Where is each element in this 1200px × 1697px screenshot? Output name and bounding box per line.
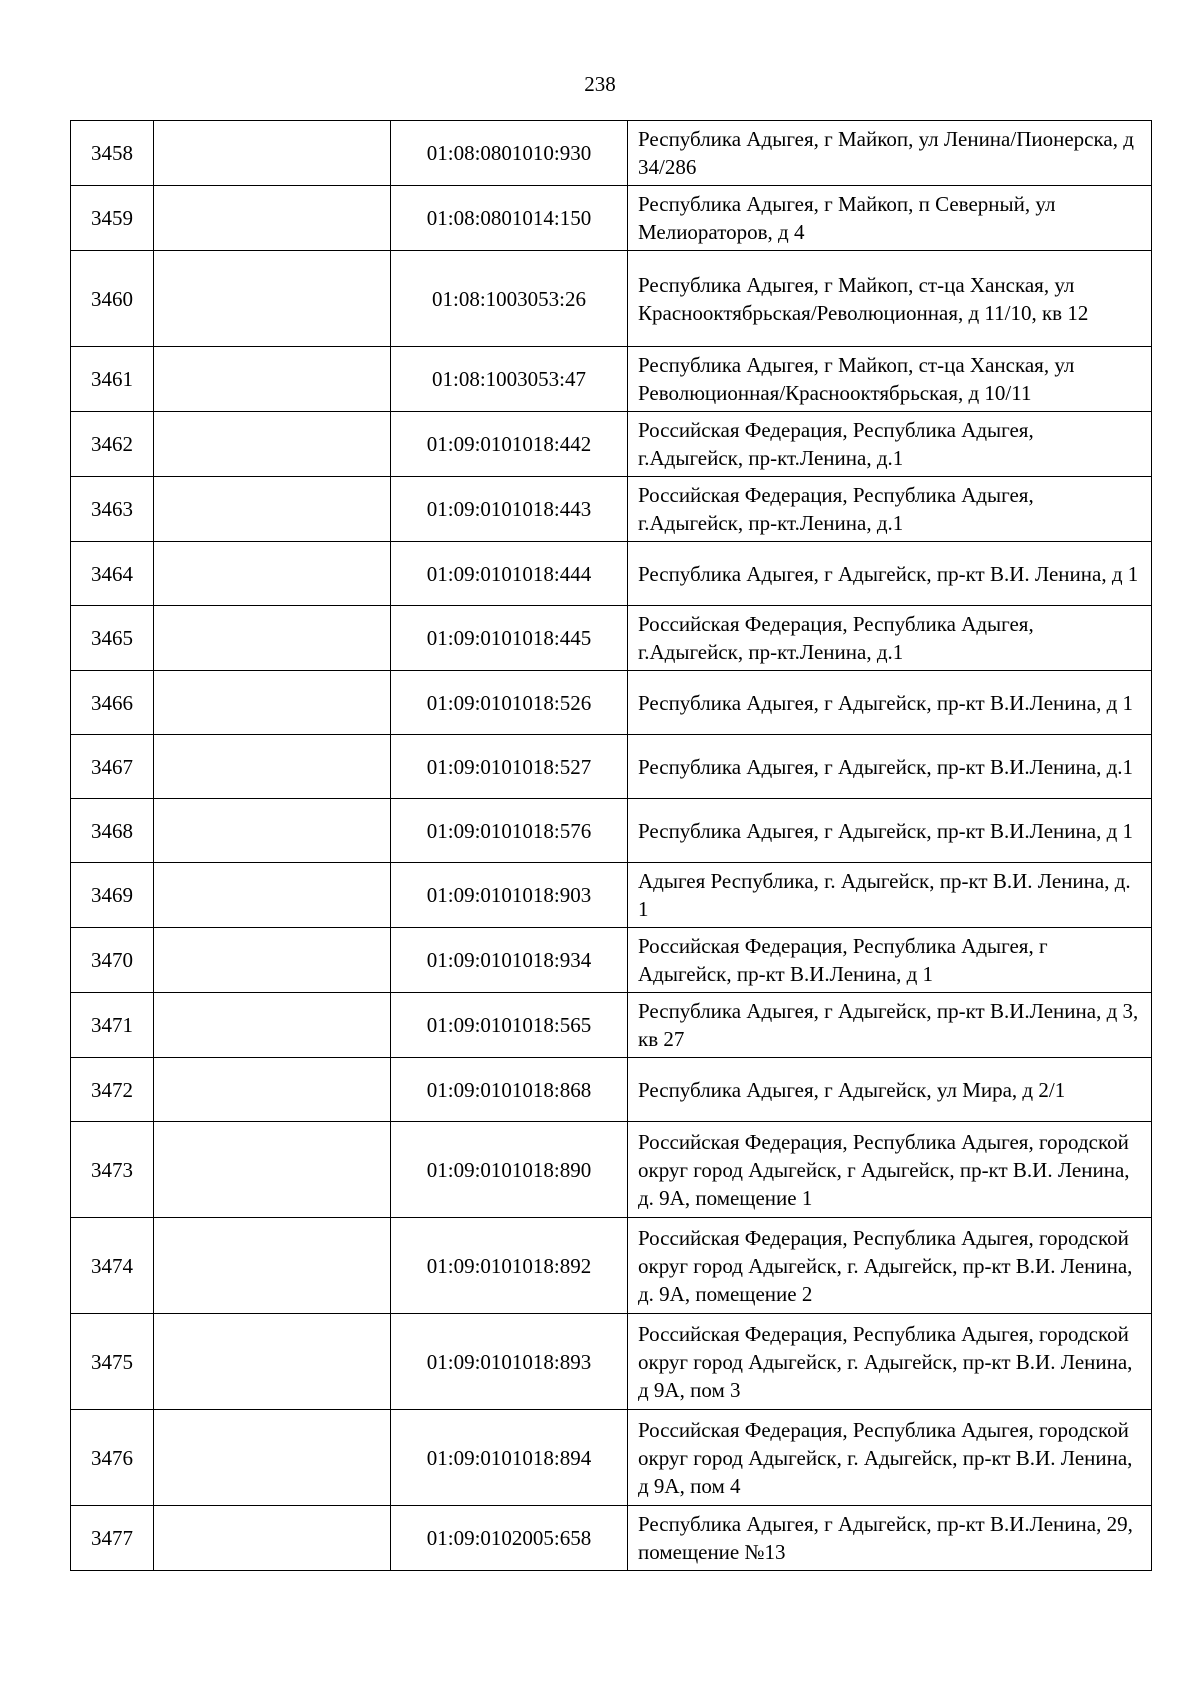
row-number-cell: 3462	[71, 412, 154, 477]
table-row	[71, 347, 1152, 412]
row-number-cell: 3471	[71, 993, 154, 1058]
cadastral-number-cell: 01:08:0801010:930	[391, 121, 628, 186]
table-row	[71, 251, 1152, 347]
empty-cell	[154, 542, 391, 606]
row-number-cell: 3463	[71, 477, 154, 542]
row-number-cell: 3475	[71, 1314, 154, 1410]
table-row	[71, 1058, 1152, 1122]
empty-cell	[154, 735, 391, 799]
row-number-cell: 3476	[71, 1410, 154, 1506]
cadastral-number-cell: 01:09:0101018:894	[391, 1410, 628, 1506]
empty-cell	[154, 1314, 391, 1410]
row-number-cell: 3477	[71, 1506, 154, 1571]
table-row	[71, 1506, 1152, 1571]
cadastral-number-cell: 01:09:0101018:903	[391, 863, 628, 928]
empty-cell	[154, 1122, 391, 1218]
table-row	[71, 863, 1152, 928]
cadastral-number-cell: 01:09:0101018:934	[391, 928, 628, 993]
address-cell: Российская Федерация, Республика Адыгея, городской округ город Адыгейск, г Адыгейск, пр-кт В.И. Ленина, д. 9А, помещение 1	[628, 1122, 1152, 1218]
address-cell: Республика Адыгея, г Адыгейск, пр-кт В.И. Ленина, д 1	[628, 542, 1152, 606]
address-cell: Российская Федерация, Республика Адыгея, г.Адыгейск, пр-кт.Ленина, д.1	[628, 477, 1152, 542]
row-number-cell: 3458	[71, 121, 154, 186]
row-number-cell: 3472	[71, 1058, 154, 1122]
table-row	[71, 671, 1152, 735]
table-row	[71, 928, 1152, 993]
table-row	[71, 993, 1152, 1058]
address-cell: Республика Адыгея, г Адыгейск, пр-кт В.И.Ленина, д 3, кв 27	[628, 993, 1152, 1058]
empty-cell	[154, 863, 391, 928]
row-number-cell: 3464	[71, 542, 154, 606]
empty-cell	[154, 1410, 391, 1506]
address-cell: Республика Адыгея, г Майкоп, ст-ца Ханская, ул Краснооктябрьская/Революционная, д 11/10, кв 12	[628, 251, 1152, 347]
cadastral-number-cell: 01:09:0101018:442	[391, 412, 628, 477]
cadastral-number-cell: 01:09:0101018:445	[391, 606, 628, 671]
address-cell: Республика Адыгея, г Адыгейск, пр-кт В.И.Ленина, д.1	[628, 735, 1152, 799]
row-number-cell: 3473	[71, 1122, 154, 1218]
registry-table	[70, 120, 1152, 1571]
row-number-cell: 3459	[71, 186, 154, 251]
table-row	[71, 542, 1152, 606]
table-row	[71, 186, 1152, 251]
row-number-cell: 3467	[71, 735, 154, 799]
cadastral-number-cell: 01:09:0101018:890	[391, 1122, 628, 1218]
cadastral-number-cell: 01:09:0101018:444	[391, 542, 628, 606]
empty-cell	[154, 928, 391, 993]
address-cell: Адыгея Республика, г. Адыгейск, пр-кт В.И. Ленина, д. 1	[628, 863, 1152, 928]
empty-cell	[154, 347, 391, 412]
empty-cell	[154, 1506, 391, 1571]
address-cell: Российская Федерация, Республика Адыгея, г.Адыгейск, пр-кт.Ленина, д.1	[628, 412, 1152, 477]
row-number-cell: 3469	[71, 863, 154, 928]
address-cell: Российская Федерация, Республика Адыгея, городской округ город Адыгейск, г. Адыгейск, пр-кт В.И. Ленина, д 9А, пом 3	[628, 1314, 1152, 1410]
address-cell: Республика Адыгея, г Майкоп, ул Ленина/Пионерска, д 34/286	[628, 121, 1152, 186]
cadastral-number-cell: 01:09:0101018:893	[391, 1314, 628, 1410]
empty-cell	[154, 671, 391, 735]
table-row	[71, 1314, 1152, 1410]
cadastral-number-cell: 01:08:1003053:47	[391, 347, 628, 412]
cadastral-number-cell: 01:08:1003053:26	[391, 251, 628, 347]
page-number: 238	[584, 72, 616, 96]
cadastral-number-cell: 01:08:0801014:150	[391, 186, 628, 251]
table-row	[71, 412, 1152, 477]
table-row	[71, 799, 1152, 863]
cadastral-number-cell: 01:09:0101018:868	[391, 1058, 628, 1122]
address-cell: Республика Адыгея, г Адыгейск, пр-кт В.И.Ленина, д 1	[628, 671, 1152, 735]
address-cell: Республика Адыгея, г Майкоп, п Северный, ул Мелиораторов, д 4	[628, 186, 1152, 251]
cadastral-number-cell: 01:09:0101018:527	[391, 735, 628, 799]
table-row	[71, 1218, 1152, 1314]
address-cell: Российская Федерация, Республика Адыгея, городской округ город Адыгейск, г. Адыгейск, пр-кт В.И. Ленина, д 9А, пом 4	[628, 1410, 1152, 1506]
cadastral-number-cell: 01:09:0101018:443	[391, 477, 628, 542]
row-number-cell: 3465	[71, 606, 154, 671]
cadastral-number-cell: 01:09:0102005:658	[391, 1506, 628, 1571]
empty-cell	[154, 606, 391, 671]
empty-cell	[154, 1218, 391, 1314]
cadastral-number-cell: 01:09:0101018:576	[391, 799, 628, 863]
empty-cell	[154, 412, 391, 477]
address-cell: Республика Адыгея, г Адыгейск, пр-кт В.И.Ленина, д 1	[628, 799, 1152, 863]
cadastral-number-cell: 01:09:0101018:565	[391, 993, 628, 1058]
table-row	[71, 1410, 1152, 1506]
row-number-cell: 3474	[71, 1218, 154, 1314]
cadastral-number-cell: 01:09:0101018:526	[391, 671, 628, 735]
row-number-cell: 3466	[71, 671, 154, 735]
address-cell: Республика Адыгея, г Адыгейск, ул Мира, д 2/1	[628, 1058, 1152, 1122]
empty-cell	[154, 477, 391, 542]
address-cell: Республика Адыгея, г Адыгейск, пр-кт В.И.Ленина, 29, помещение №13	[628, 1506, 1152, 1571]
empty-cell	[154, 993, 391, 1058]
empty-cell	[154, 1058, 391, 1122]
row-number-cell: 3460	[71, 251, 154, 347]
table-row	[71, 477, 1152, 542]
table-row	[71, 606, 1152, 671]
cadastral-number-cell: 01:09:0101018:892	[391, 1218, 628, 1314]
address-cell: Республика Адыгея, г Майкоп, ст-ца Ханская, ул Революционная/Краснооктябрьская, д 10/11	[628, 347, 1152, 412]
row-number-cell: 3461	[71, 347, 154, 412]
address-cell: Российская Федерация, Республика Адыгея, г Адыгейск, пр-кт В.И.Ленина, д 1	[628, 928, 1152, 993]
empty-cell	[154, 186, 391, 251]
empty-cell	[154, 799, 391, 863]
empty-cell	[154, 251, 391, 347]
empty-cell	[154, 121, 391, 186]
table-row	[71, 1122, 1152, 1218]
address-cell: Российская Федерация, Республика Адыгея, г.Адыгейск, пр-кт.Ленина, д.1	[628, 606, 1152, 671]
row-number-cell: 3470	[71, 928, 154, 993]
table-row	[71, 121, 1152, 186]
row-number-cell: 3468	[71, 799, 154, 863]
table-row	[71, 735, 1152, 799]
registry-table-body	[71, 121, 1152, 1571]
address-cell: Российская Федерация, Республика Адыгея, городской округ город Адыгейск, г. Адыгейск, пр-кт В.И. Ленина, д. 9А, помещение 2	[628, 1218, 1152, 1314]
